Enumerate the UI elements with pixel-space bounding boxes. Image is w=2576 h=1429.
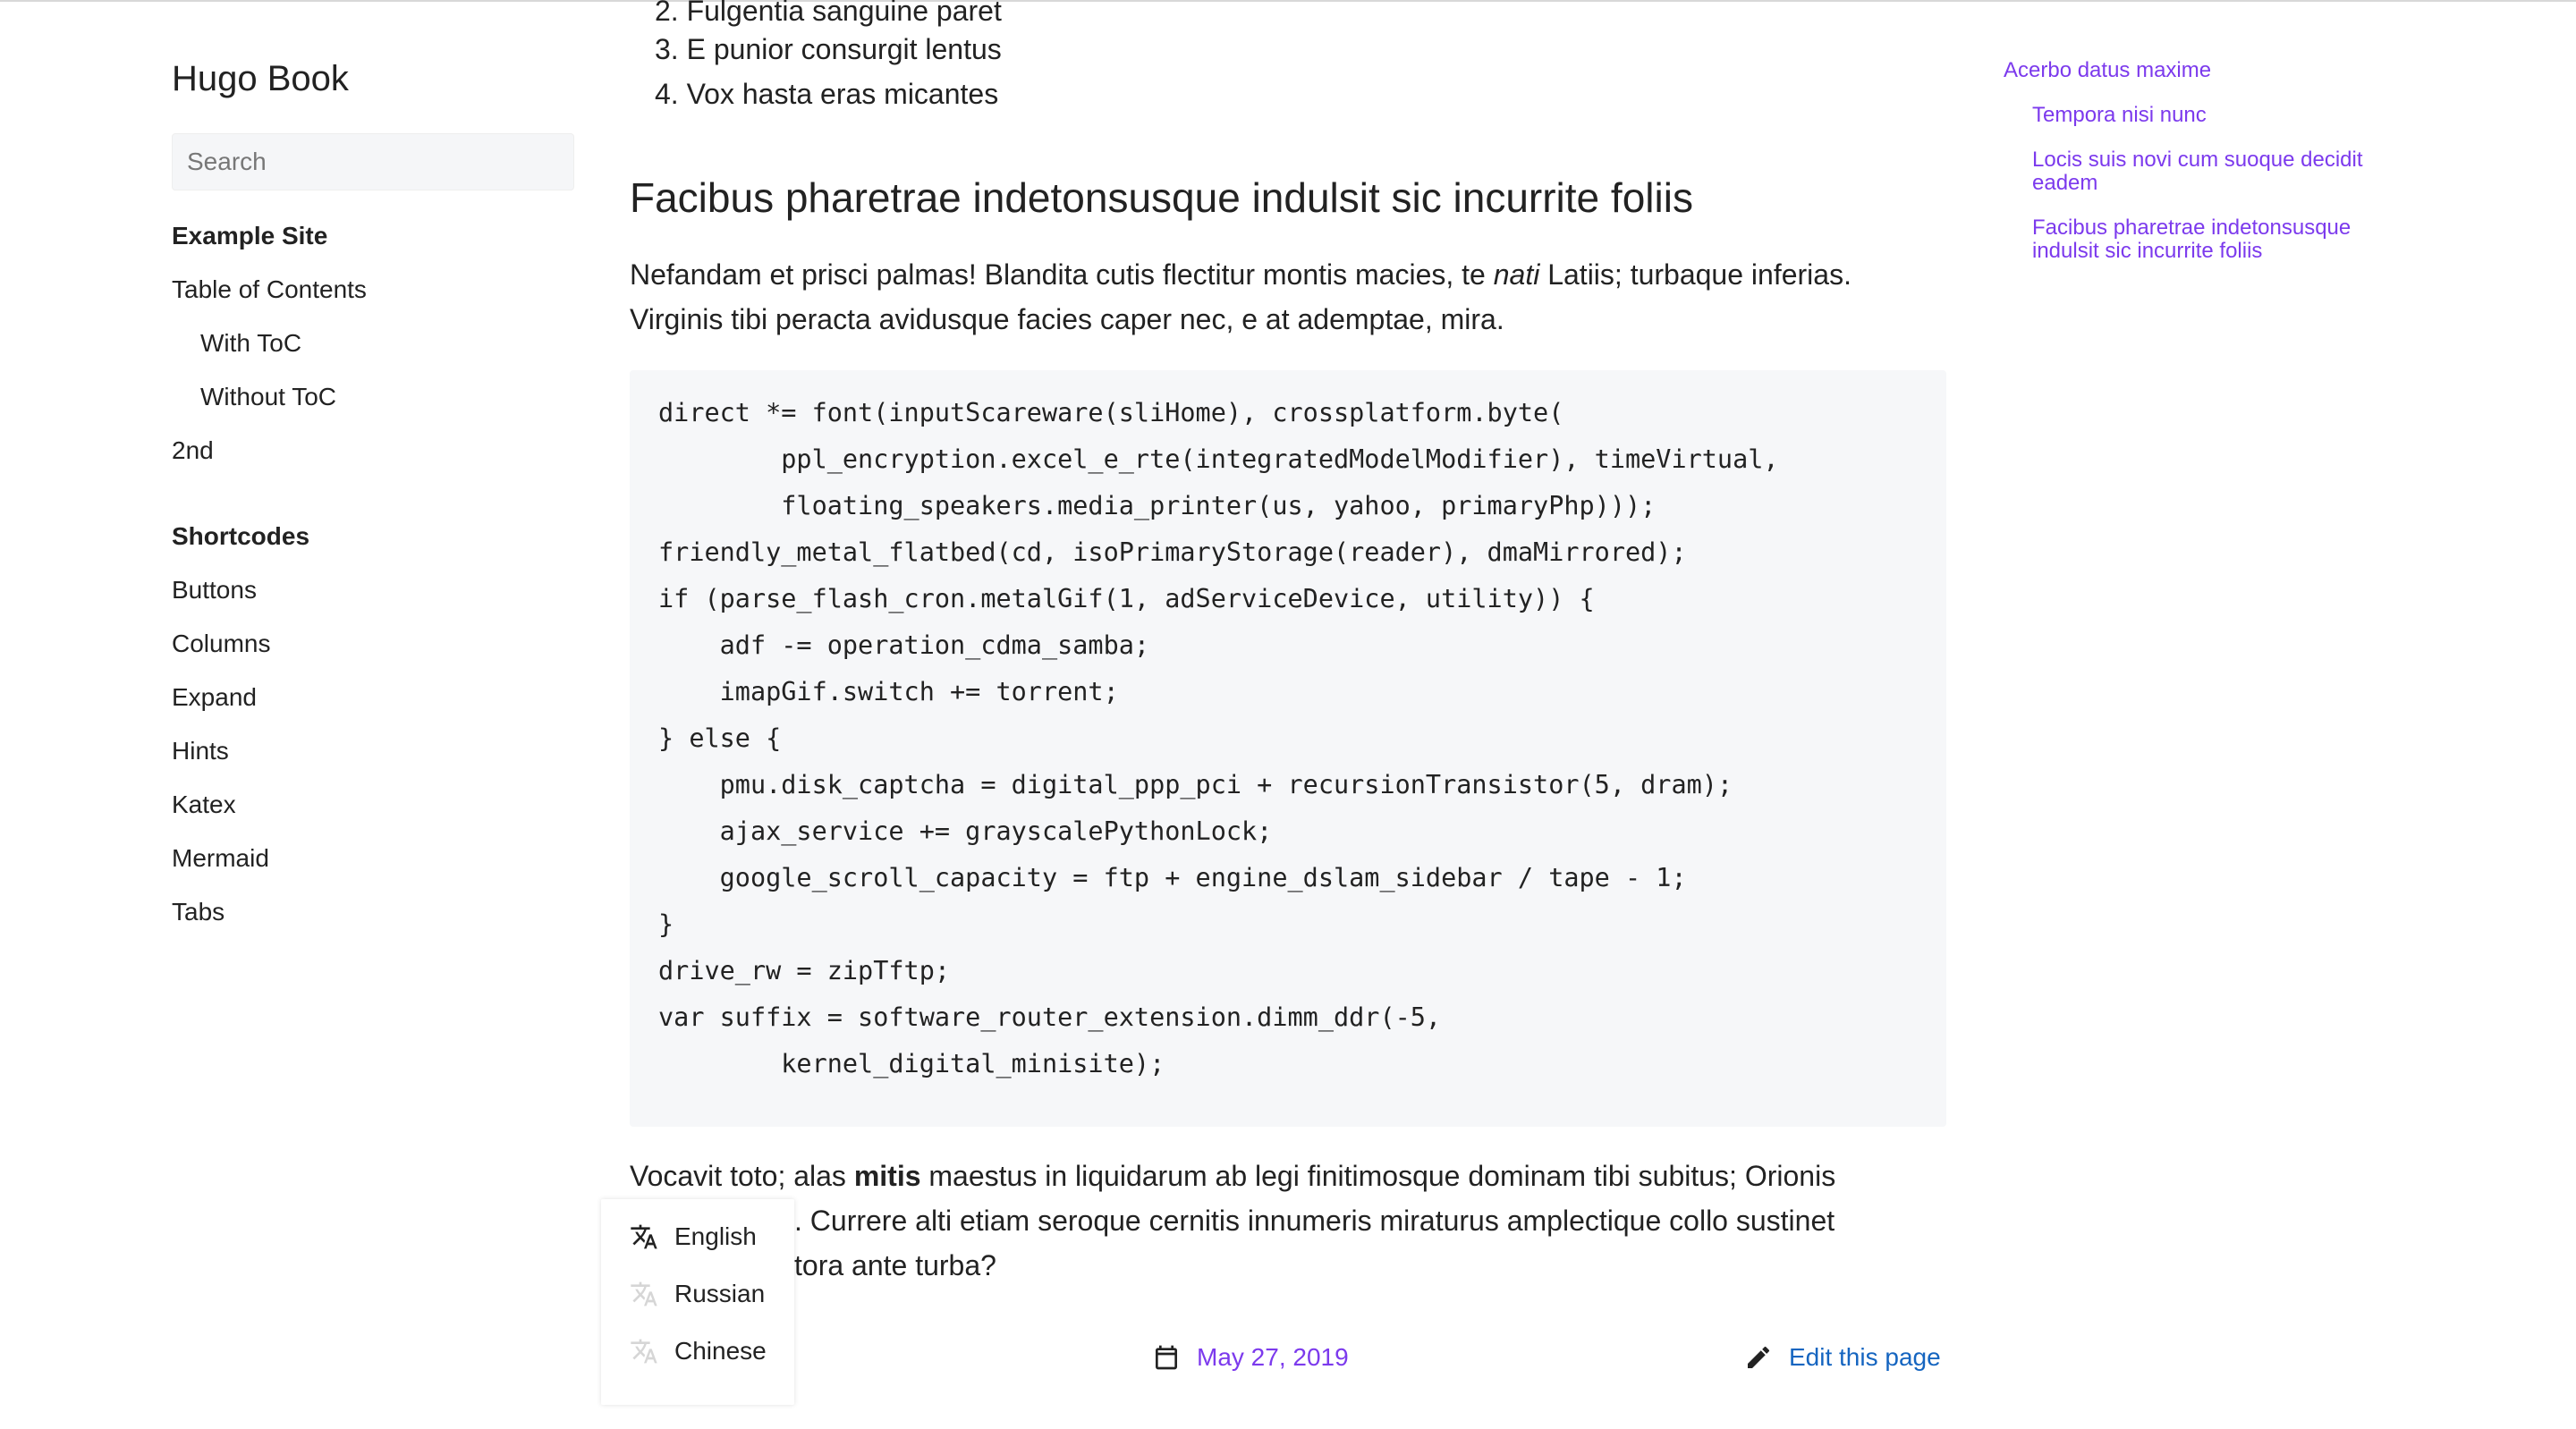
list-item: 2. Fulgentia sanguine paret [655, 0, 1002, 27]
paragraph-2-line3: tora ante turba? [794, 1249, 996, 1281]
list-item: 4. Vox hasta eras micantes [655, 78, 999, 110]
translate-icon [630, 1280, 658, 1308]
translate-icon [630, 1222, 658, 1251]
code-line: friendly_metal_flatbed(cd, isoPrimaryStorage(reader), dmaMirrored); [658, 537, 1687, 567]
language-menu [601, 1199, 794, 1405]
nav-section-shortcodes[interactable]: Shortcodes [172, 522, 310, 550]
site-brand[interactable]: Hugo Book [172, 59, 349, 98]
code-line: drive_rw = zipTftp; [658, 956, 951, 985]
paragraph-2 [630, 1154, 1946, 1198]
search-input[interactable] [172, 133, 574, 190]
para1-line2: Virginis tibi peracta avidusque facies caper nec, e at ademptae, mira. [630, 303, 1504, 335]
last-modified-date-link[interactable] [1152, 1343, 1349, 1372]
code-block [630, 370, 1946, 1127]
code-line: direct *= font(inputScareware(sliHome), crossplatform.byte( [658, 398, 1564, 427]
para1-emphasis: nati [1493, 258, 1540, 291]
toc-item-acerbo-datus-maxime[interactable]: Acerbo datus maxime [2004, 58, 2212, 82]
language-option-russian[interactable] [630, 1276, 765, 1312]
para2-strong: mitis [853, 1160, 921, 1192]
nav-section-example-site[interactable]: Example Site [172, 222, 328, 249]
nav-item-with-toc[interactable]: With ToC [200, 329, 302, 357]
toc-item-facibus-pharetrae[interactable]: Facibus pharetrae indetonsusque indulsit sic incurrite foliis [2032, 216, 2351, 263]
paragraph-2-line2: . Currere alti etiam seroque cernitis innumeris miraturus amplectique collo sustinet [794, 1205, 1835, 1237]
code-line: } [658, 909, 674, 939]
code-line: imapGif.switch += torrent; [658, 677, 1119, 706]
code-line: kernel_digital_minisite); [658, 1049, 1165, 1078]
language-option-english[interactable] [630, 1219, 757, 1255]
language-label: Chinese [674, 1337, 767, 1365]
edit-page-link[interactable] [1744, 1343, 1941, 1372]
section-heading: Facibus pharetrae indetonsusque indulsit sic incurrite foliis [630, 174, 1693, 221]
code-line: pmu.disk_captcha = digital_ppp_pci + recursionTransistor(5, dram); [658, 770, 1733, 799]
code-line: ajax_service += grayscalePythonLock; [658, 816, 1273, 846]
language-label: Russian [674, 1280, 766, 1307]
code-line: floating_speakers.media_printer(us, yahoo, primaryPhp))); [658, 491, 1657, 520]
nav-item-buttons[interactable]: Buttons [172, 576, 257, 604]
code-line: ppl_encryption.excel_e_rte(integratedModelModifier), timeVirtual, [658, 444, 1779, 474]
nav-item-columns[interactable]: Columns [172, 630, 271, 657]
para2-text: Vocavit toto; alas [630, 1160, 854, 1192]
code-line: adf -= operation_cdma_samba; [658, 630, 1150, 660]
nav-item-expand[interactable]: Expand [172, 683, 257, 711]
toc-item-tempora-nisi-nunc[interactable]: Tempora nisi nunc [2032, 103, 2207, 127]
nav-item-2nd[interactable]: 2nd [172, 436, 214, 464]
paragraph-1 [630, 252, 1946, 342]
language-option-chinese[interactable] [630, 1333, 767, 1369]
code-line: if (parse_flash_cron.metalGif(1, adServiceDevice, utility)) { [658, 584, 1595, 613]
para1-text: Nefandam et prisci palmas! Blandita cutis flectitur montis macies, te [630, 258, 1494, 291]
code-line: google_scroll_capacity = ftp + engine_dslam_sidebar / tape - 1; [658, 863, 1687, 892]
nav-item-tabs[interactable]: Tabs [172, 898, 225, 926]
toc-item-locis-suis[interactable]: Locis suis novi cum suoque decidit eadem [2032, 148, 2363, 195]
nav-item-table-of-contents[interactable]: Table of Contents [172, 275, 367, 303]
language-label: English [674, 1222, 757, 1250]
para2-text-end: maestus in liquidarum ab legi finitimosque dominam tibi subitus; Orionis [920, 1160, 1836, 1192]
code-line: } else { [658, 723, 782, 753]
nav-item-without-toc[interactable]: Without ToC [200, 383, 336, 410]
calendar-icon [1152, 1343, 1181, 1372]
list-item: 3. E punior consurgit lentus [655, 33, 1002, 65]
edit-label: Edit this page [1789, 1343, 1941, 1371]
nav-item-hints[interactable]: Hints [172, 737, 229, 765]
para1-text-end: Latiis; turbaque inferias. [1539, 258, 1852, 291]
translate-icon [630, 1337, 658, 1366]
date-label: May 27, 2019 [1197, 1343, 1349, 1371]
edit-pencil-icon [1744, 1343, 1773, 1372]
nav-item-mermaid[interactable]: Mermaid [172, 844, 269, 872]
nav-item-katex[interactable]: Katex [172, 791, 236, 818]
code-line: var suffix = software_router_extension.dimm_ddr(-5, [658, 1002, 1442, 1032]
